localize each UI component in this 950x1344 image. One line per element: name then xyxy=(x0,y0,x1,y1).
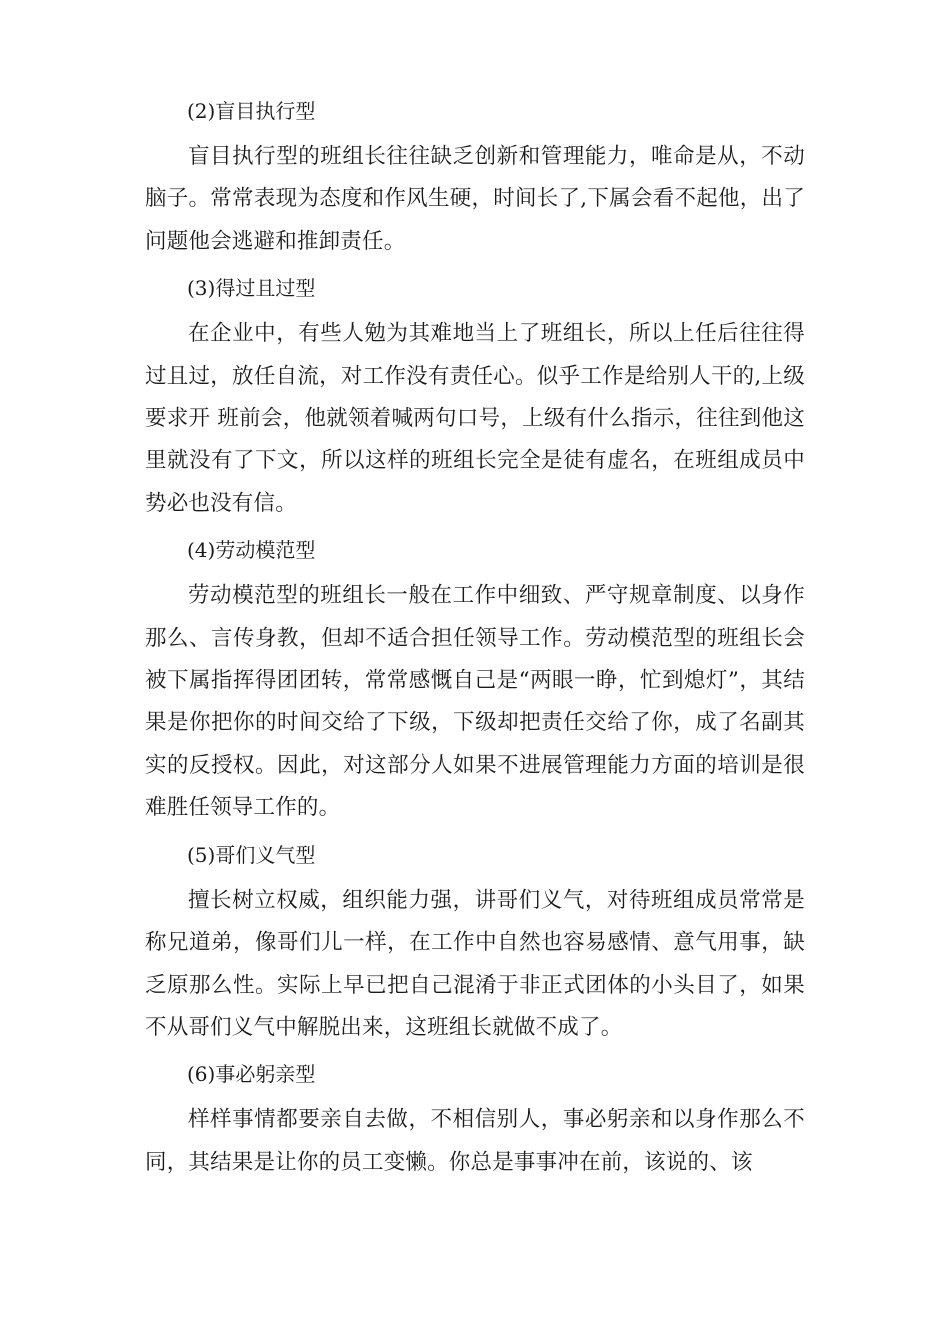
document-body xyxy=(145,90,805,1188)
section-heading-3: (3)得过且过型 xyxy=(187,276,316,301)
section-paragraph-3: 在企业中，有些人勉为其难地当上了班组长，所以上任后往往得过且过，放任自流，对工作没有责任心。似乎工作是给别人干的,上级要求开 班前会，他就领着喊两句口号，上级有什么指示，往往到他这里就没有了下文，所以这样的班组长完全是徒有虚名，在班组成员中势必也没有信。 xyxy=(145,321,805,516)
section-paragraph-4: 劳动模范型的班组长一般在工作中细致、严守规章制度、以身作那么、言传身教，但却不适合担任领导工作。劳动模范型的班组长会被下属指挥得团团转，常常感慨自己是“两眼一睁，忙到熄灯”，其结果是你把你的时间交给了下级，下级却把责任交给了你，成了名副其实的反授权。因此，对这部分人如果不进展管理能力方面的培训是很难胜任领导工作的。 xyxy=(145,583,805,821)
section-heading-2: (2)盲目执行型 xyxy=(187,99,316,123)
section-paragraph-5: 擅长树立权威，组织能力强，讲哥们义气，对待班组成员常常是称兄道弟，像哥们儿一样，在工作中自然也容易感情、意气用事，缺乏原那么性。实际上早已把自己混淆于非正式团体的小头目了，如果不从哥们义气中解脱出来，这班组长就做不成了。 xyxy=(145,887,805,1040)
section-heading-5: (5)哥们义气型 xyxy=(187,842,316,867)
section-heading-6: (6)事必躬亲型 xyxy=(187,1062,316,1087)
section-paragraph-6: 样样事情都要亲自去做，不相信别人，事必躬亲和以身作那么不同，其结果是让你的员工变懒。你总是事事冲在前，该说的、该 xyxy=(145,1107,805,1175)
section-heading-4: (4)劳动模范型 xyxy=(187,538,316,563)
section-paragraph-2: 盲目执行型的班组长往往缺乏创新和管理能力，唯命是从，不动脑子。常常表现为态度和作风生硬，时间长了,下属会看不起他，出了问题他会逃避和推卸责任。 xyxy=(145,144,805,254)
